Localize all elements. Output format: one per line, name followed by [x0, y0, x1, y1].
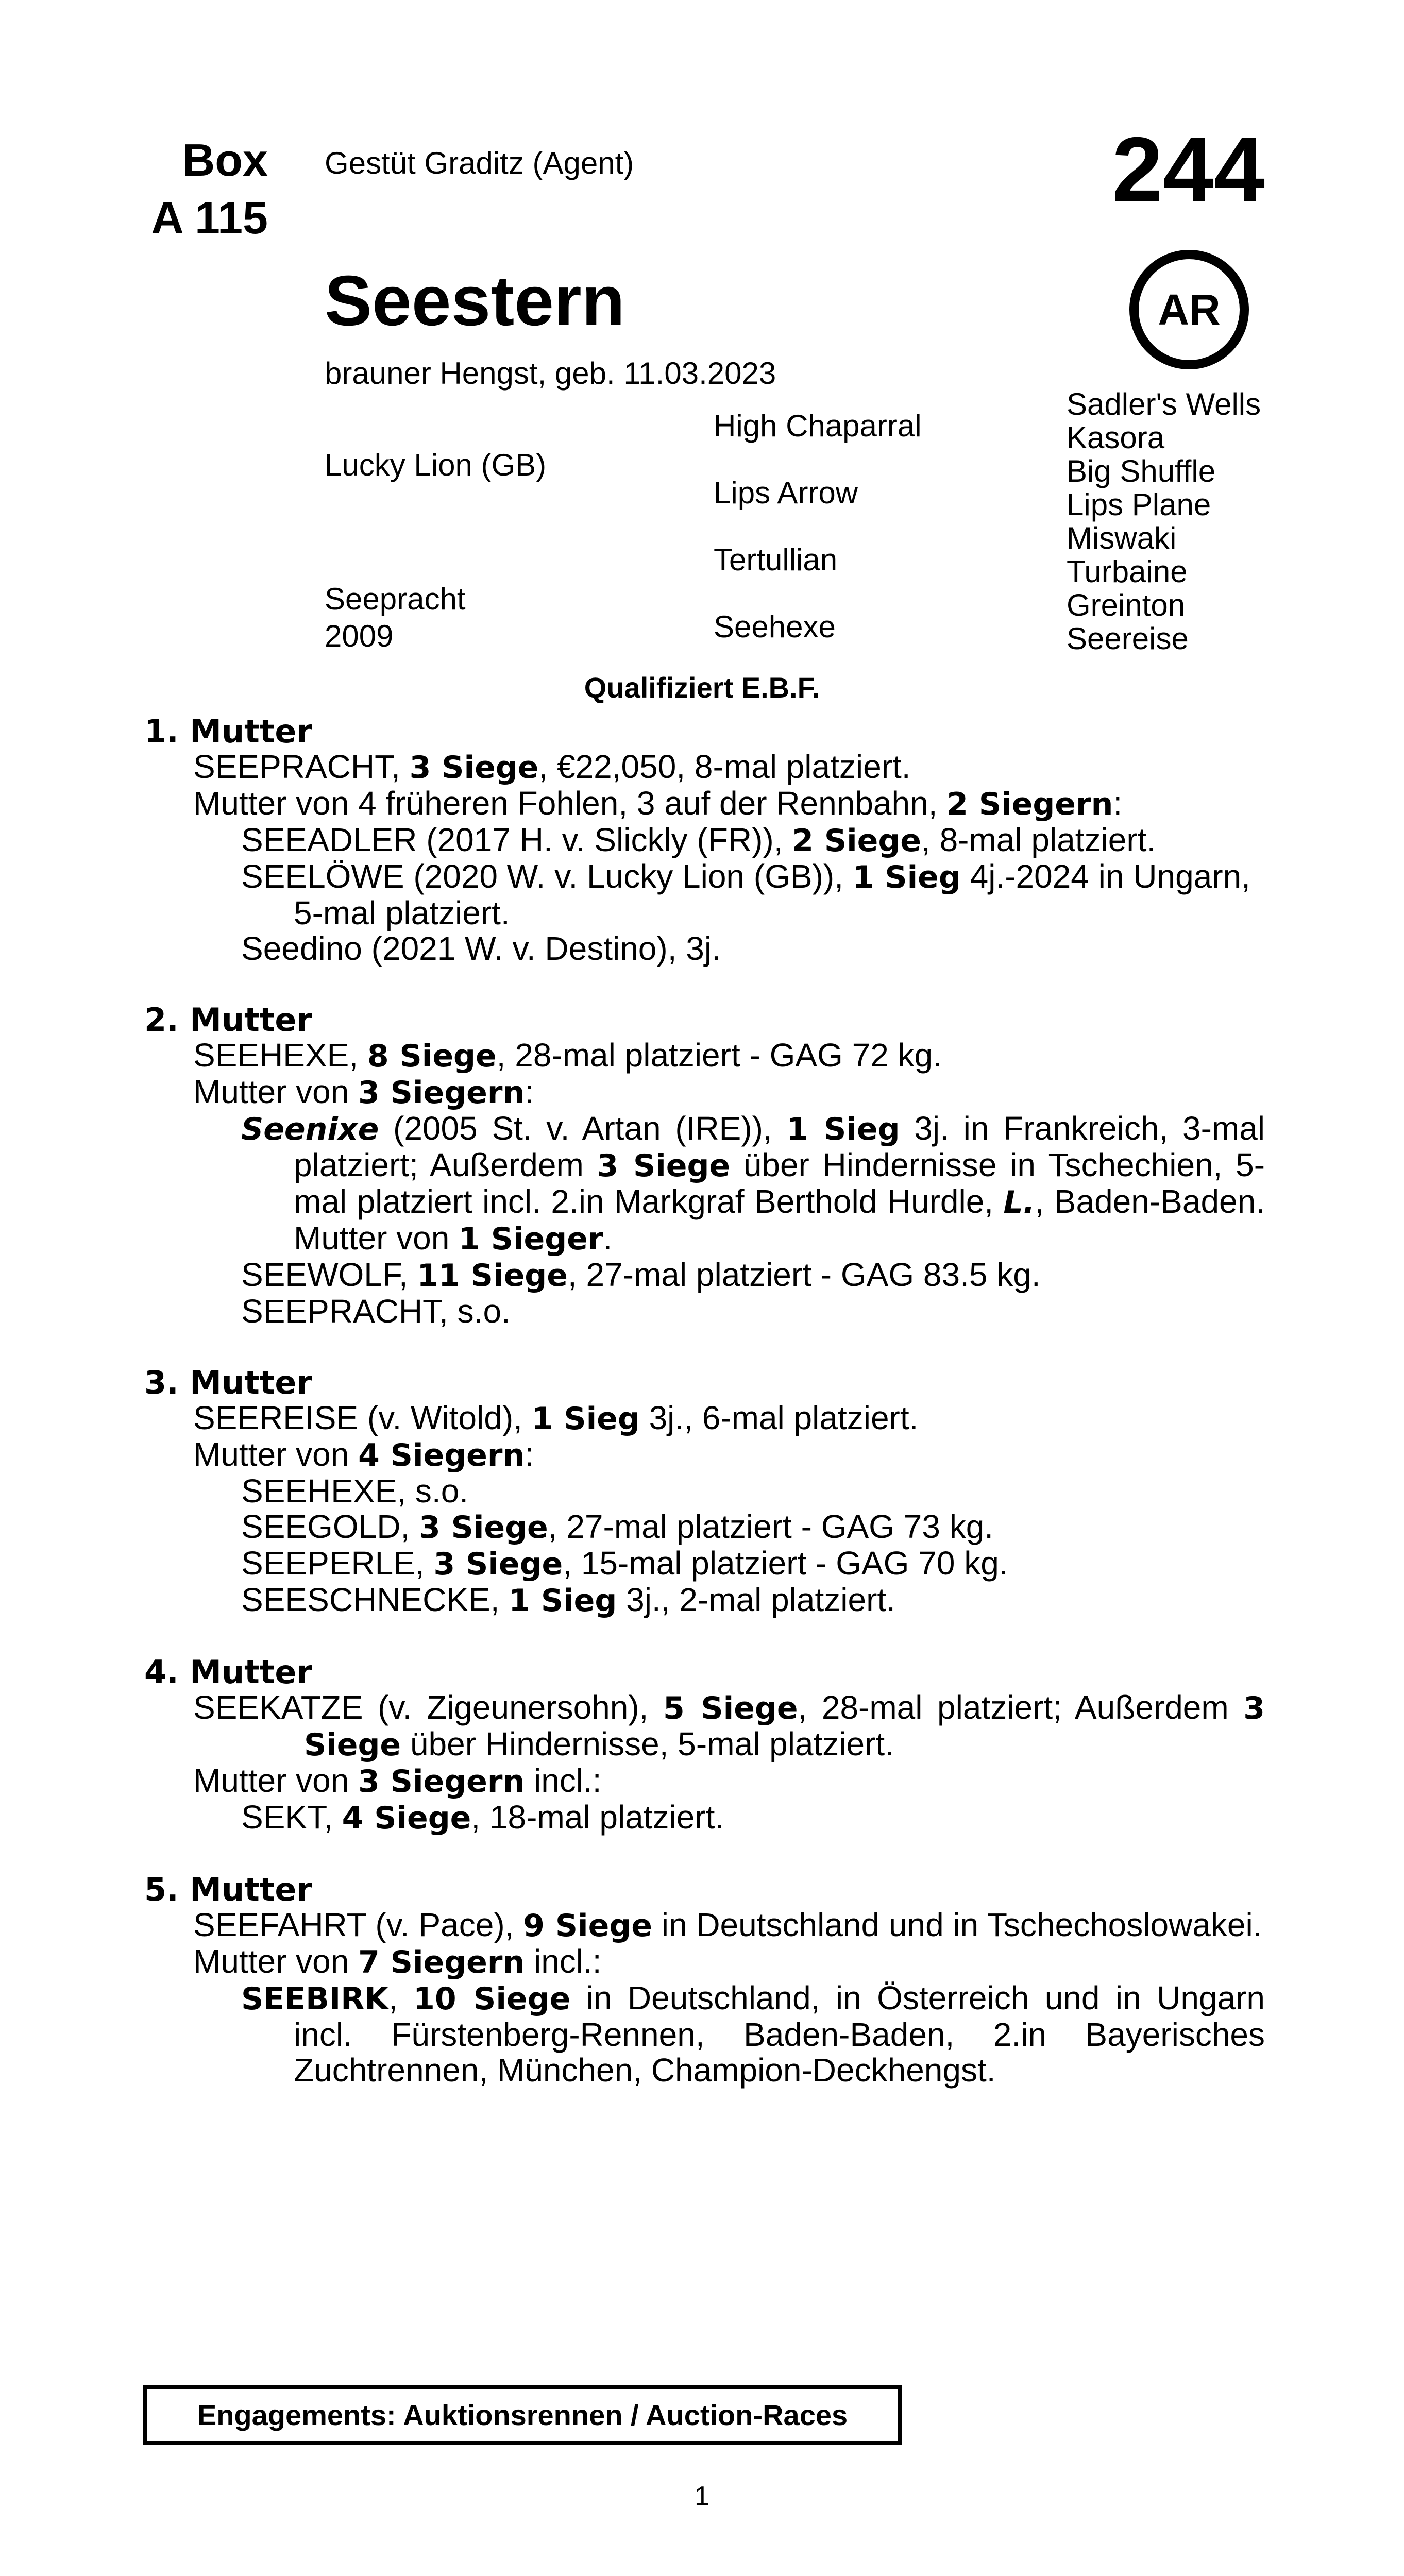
- page-number: 1: [695, 2481, 709, 2511]
- pedigree-grandparent: Tertullian: [714, 543, 838, 577]
- produce-item: SEEBIRK, 10 Siege in Deutschland, in Österreich und in Ungarn incl. Fürstenberg-Rennen, Baden-Baden, 2.in Bayerisches Zuchtrennen, München, Champion-Deckhengst.: [241, 1979, 1265, 2089]
- produce-item: Seenixe (2005 St. v. Artan (IRE)), 1 Sieg 3j. in Frankreich, 3-mal platziert; Außerdem 3 Siege über Hindernisse in Tschechien, 5-mal platziert incl. 2.in Markgraf Berthold Hurdle, L., Baden-Baden. Mutter von 1 Sieger.: [241, 1110, 1265, 1257]
- section-heading: 2. Mutter: [144, 1001, 313, 1039]
- pedigree-grandparent: Seehexe: [714, 609, 836, 644]
- produce-summary: Mutter von 3 Siegern:: [193, 1073, 534, 1111]
- section-heading: 4. Mutter: [144, 1653, 313, 1691]
- pedigree-great-grandparent: Miswaki: [1067, 521, 1177, 555]
- pedigree-grandparent: High Chaparral: [714, 409, 922, 443]
- produce-item: SEELÖWE (2020 W. v. Lucky Lion (GB)), 1 Sieg 4j.-2024 in Ungarn, 5-mal platziert.: [241, 858, 1250, 931]
- dam-line: SEEKATZE (v. Zigeunersohn), 5 Siege, 28-mal platziert; Außerdem 3 Siege über Hindernisse, 5-mal platziert.: [193, 1689, 1265, 1763]
- pedigree-great-grandparent: Big Shuffle: [1067, 454, 1216, 488]
- pedigree-great-grandparent: Lips Plane: [1067, 487, 1211, 522]
- section-heading: 1. Mutter: [144, 713, 313, 750]
- pedigree-dam: Seepracht: [325, 582, 466, 616]
- horse-name: Seestern: [325, 261, 625, 341]
- pedigree-grandparent: Lips Arrow: [714, 476, 858, 510]
- section-4-mutter: [144, 1654, 1265, 1836]
- box-number: [144, 131, 268, 247]
- produce-summary: Mutter von 7 Siegern incl.:: [193, 1943, 602, 1980]
- family-details: [144, 714, 1265, 2124]
- section-5-mutter: [144, 1872, 1265, 2088]
- pedigree-great-grandparent: Sadler's Wells: [1067, 387, 1261, 421]
- pedigree-dam-year: 2009: [325, 619, 394, 653]
- box-code: A 115: [151, 192, 268, 243]
- produce-summary: Mutter von 4 früheren Fohlen, 3 auf der Rennbahn, 2 Siegern:: [193, 785, 1123, 822]
- dam-line: SEEFAHRT (v. Pace), 9 Siege in Deutschland und in Tschechoslowakei.: [193, 1906, 1262, 1944]
- produce-item: Seedino (2021 W. v. Destino), 3j.: [241, 930, 721, 967]
- produce-item: SEEPRACHT, s.o.: [241, 1293, 511, 1330]
- pedigree-great-grandparent: Seereise: [1067, 621, 1189, 656]
- section-2-mutter: [144, 1002, 1265, 1329]
- pedigree-great-grandparent: Turbaine: [1067, 554, 1188, 589]
- horse-description: brauner Hengst, geb. 11.03.2023: [325, 356, 776, 391]
- produce-item: SEEGOLD, 3 Siege, 27-mal platziert - GAG 73 kg.: [241, 1508, 994, 1546]
- pedigree-great-grandparent: Kasora: [1067, 420, 1165, 455]
- lot-number: 244: [1112, 118, 1265, 221]
- pedigree-sire: Lucky Lion (GB): [325, 448, 547, 482]
- dam-line: SEEREISE (v. Witold), 1 Sieg 3j., 6-mal platziert.: [193, 1399, 919, 1437]
- section-3-mutter: [144, 1365, 1265, 1619]
- produce-summary: Mutter von 4 Siegern:: [193, 1436, 534, 1473]
- produce-item: SEEHEXE, s.o.: [241, 1472, 469, 1510]
- ar-badge: AR: [1129, 250, 1249, 369]
- section-heading: 5. Mutter: [144, 1871, 313, 1908]
- pedigree-great-grandparents: [1067, 387, 1261, 655]
- consignor: Gestüt Graditz (Agent): [325, 146, 634, 180]
- dam-line: SEEPRACHT, 3 Siege, €22,050, 8-mal platziert.: [193, 748, 911, 786]
- produce-summary: Mutter von 3 Siegern incl.:: [193, 1762, 602, 1800]
- produce-item: SEKT, 4 Siege, 18-mal platziert.: [241, 1799, 724, 1836]
- section-heading: 3. Mutter: [144, 1364, 313, 1401]
- dam-line: SEEHEXE, 8 Siege, 28-mal platziert - GAG 72 kg.: [193, 1037, 942, 1074]
- section-1-mutter: [144, 714, 1265, 967]
- produce-item: SEEPERLE, 3 Siege, 15-mal platziert - GAG 70 kg.: [241, 1545, 1008, 1582]
- pedigree-great-grandparent: Greinton: [1067, 588, 1186, 622]
- box-label: Box: [182, 134, 268, 185]
- produce-item: SEEWOLF, 11 Siege, 27-mal platziert - GAG 83.5 kg.: [241, 1256, 1041, 1294]
- qualification-note: Qualifiziert E.B.F.: [584, 671, 820, 704]
- produce-item: SEESCHNECKE, 1 Sieg 3j., 2-mal platziert.: [241, 1581, 895, 1619]
- produce-item: SEEADLER (2017 H. v. Slickly (FR)), 2 Siege, 8-mal platziert.: [241, 821, 1156, 859]
- engagements-box: Engagements: Auktionsrennen / Auction-Races: [143, 2385, 902, 2445]
